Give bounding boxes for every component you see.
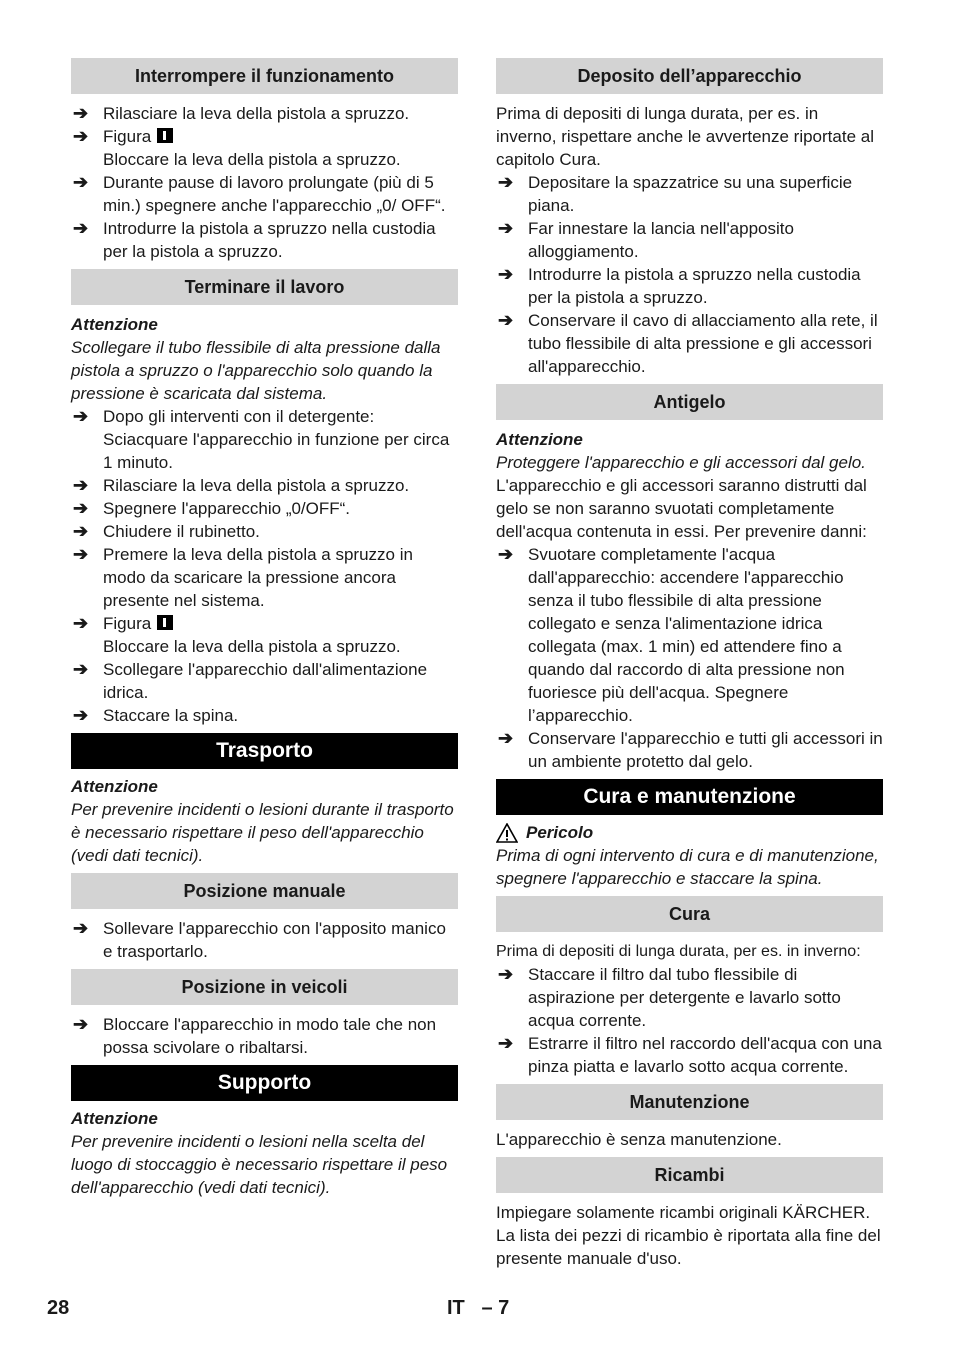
arrow-icon: ➔ <box>73 659 89 679</box>
arrow-icon: ➔ <box>73 126 89 146</box>
arrow-icon: ➔ <box>498 544 514 564</box>
list-item: ➔ Depositare la spazzatrice su una superficie piana. <box>498 172 853 215</box>
list-item: ➔ Chiudere il rubinetto. <box>73 521 260 541</box>
list-item: ➔ Svuotare completamente l'acqua dall'apparecchio: accendere l'apparecchio senza il tubo flessibile di alta pressione collegato e senza l'alimentazione idrica collegata (max. 1 min) ed attendere fino a quando dal raccordo di alta pressione non fuoriesce più dell'acqua. Spegnere l’apparecchio. <box>498 544 845 725</box>
heading-interrompere: Interrompere il funzionamento <box>71 58 458 94</box>
arrow-icon: ➔ <box>498 728 514 748</box>
warning-text: Scollegare il tubo flessibile di alta pressione dalla pistola a spruzzo o l'apparecchio solo quando la pressione è scaricata dal sistema. <box>71 338 441 403</box>
warning-title: Attenzione <box>496 430 583 449</box>
list-item: ➔ Rilasciare la leva della pistola a spruzzo. <box>73 103 410 123</box>
list-item: ➔ Introdurre la pistola a spruzzo nella custodia per la pistola a spruzzo. <box>498 264 861 307</box>
arrow-icon: ➔ <box>73 613 89 633</box>
left-column <box>71 58 458 1199</box>
arrow-icon: ➔ <box>73 498 89 518</box>
arrow-icon: ➔ <box>73 918 89 938</box>
arrow-icon: ➔ <box>73 172 89 192</box>
danger-text: Prima di ogni intervento di cura e di manutenzione, spegnere l'apparecchio e staccare la spina. <box>496 846 879 888</box>
arrow-icon: ➔ <box>73 406 89 426</box>
list-item: ➔ Staccare la spina. <box>73 705 239 725</box>
heading-ricambi: Ricambi <box>496 1157 883 1193</box>
arrow-icon: ➔ <box>73 218 89 238</box>
arrow-icon: ➔ <box>498 964 514 984</box>
list-item: ➔ Rilasciare la leva della pistola a spruzzo. <box>73 475 410 495</box>
list-item: ➔ Figura <box>71 125 458 148</box>
paragraph: L'apparecchio e gli accessori saranno distrutti dal gelo se non saranno svuotati completamente dell'acqua contenuta in essi. Per prevenire danni: <box>496 476 867 541</box>
list-item: ➔ Figura <box>71 612 458 635</box>
list-item-continuation: Bloccare la leva della pistola a spruzzo. <box>103 150 401 169</box>
arrow-icon: ➔ <box>498 172 514 192</box>
arrow-icon: ➔ <box>73 103 89 123</box>
language-page-label: IT – 7 <box>447 1297 510 1319</box>
arrow-icon: ➔ <box>73 521 89 541</box>
warning-triangle-icon <box>496 823 518 843</box>
arrow-icon: ➔ <box>73 475 89 495</box>
paragraph: Prima di depositi di lunga durata, per es. in inverno: <box>496 943 861 960</box>
paragraph: Prima di depositi di lunga durata, per es. in inverno, rispettare anche le avvertenze riportate al capitolo Cura. <box>496 104 874 169</box>
warning-title: Attenzione <box>71 1109 158 1128</box>
list-item: ➔ Staccare il filtro dal tubo flessibile di aspirazione per detergente e lavarlo sotto acqua corrente. <box>498 964 841 1030</box>
figure-ref-icon <box>157 128 173 143</box>
warning-title: Attenzione <box>71 315 158 334</box>
list-item: ➔ Introdurre la pistola a spruzzo nella custodia per la pistola a spruzzo. <box>73 218 436 261</box>
paragraph: L'apparecchio è senza manutenzione. <box>496 1130 782 1149</box>
page-number: 28 <box>47 1297 70 1319</box>
list-item: ➔ Bloccare l'apparecchio in modo tale che non possa scivolare o ribaltarsi. <box>73 1014 437 1057</box>
list-item: ➔ Estrarre il filtro nel raccordo dell'acqua con una pinza piatta e lavarlo sotto acqua corrente. <box>498 1033 882 1076</box>
heading-cura: Cura <box>496 896 883 932</box>
arrow-icon: ➔ <box>73 544 89 564</box>
danger-title: Pericolo <box>526 823 594 842</box>
arrow-icon: ➔ <box>498 264 514 284</box>
list-item: ➔ Spegnere l'apparecchio „0/OFF“. <box>73 498 351 518</box>
arrow-icon: ➔ <box>498 1033 514 1053</box>
list-item: ➔ Durante pause di lavoro prolungate (più di 5 min.) spegnere anche l'apparecchio „0/ OFF“. <box>73 172 446 215</box>
heading-posizione-veicoli: Posizione in veicoli <box>71 969 458 1005</box>
warning-text: Per prevenire incidenti o lesioni nella scelta del luogo di stoccaggio è necessario rispettare il peso dell'apparecchio (vedi dati tecnici). <box>71 1132 448 1197</box>
heading-deposito: Deposito dell’apparecchio <box>496 58 883 94</box>
heading-antigelo: Antigelo <box>496 384 883 420</box>
list-item: ➔ Far innestare la lancia nell'apposito alloggiamento. <box>498 218 794 261</box>
heading-posizione-manuale: Posizione manuale <box>71 873 458 909</box>
danger-header <box>496 821 883 844</box>
paragraph: Impiegare solamente ricambi originali KÄRCHER. La lista dei pezzi di ricambio è riportata alla fine del presente manuale d'uso. <box>496 1203 881 1268</box>
warning-title: Attenzione <box>71 777 158 796</box>
heading-terminare: Terminare il lavoro <box>71 269 458 305</box>
list-item: ➔ Dopo gli interventi con il detergente: Sciacquare l'apparecchio in funzione per circa 1 minuto. <box>73 406 450 472</box>
list-item: ➔ Premere la leva della pistola a spruzzo in modo da scaricare la pressione ancora presente nel sistema. <box>73 544 413 610</box>
list-item: ➔ Scollegare l'apparecchio dall'alimentazione idrica. <box>73 659 428 702</box>
heading-cura-manutenzione: Cura e manutenzione <box>496 779 883 815</box>
warning-text: Proteggere l'apparecchio e gli accessori dal gelo. <box>496 453 866 472</box>
heading-manutenzione: Manutenzione <box>496 1084 883 1120</box>
arrow-icon: ➔ <box>73 1014 89 1034</box>
arrow-icon: ➔ <box>73 705 89 725</box>
arrow-icon: ➔ <box>498 218 514 238</box>
warning-text: Per prevenire incidenti o lesioni durante il trasporto è necessario rispettare il peso dell'apparecchio (vedi dati tecnici). <box>71 800 454 865</box>
arrow-icon: ➔ <box>498 310 514 330</box>
list-item-continuation: Bloccare la leva della pistola a spruzzo. <box>103 637 401 656</box>
heading-trasporto: Trasporto <box>71 733 458 769</box>
heading-supporto: Supporto <box>71 1065 458 1101</box>
list-item: ➔ Conservare il cavo di allacciamento alla rete, il tubo flessibile di alta pressione e gli accessori all'apparecchio. <box>498 310 878 376</box>
right-column <box>496 58 883 1270</box>
list-item: ➔ Conservare l'apparecchio e tutti gli accessori in un ambiente protetto dal gelo. <box>498 728 883 771</box>
list-item: ➔ Sollevare l'apparecchio con l'apposito manico e trasportarlo. <box>73 918 446 961</box>
figure-ref-icon <box>157 615 173 630</box>
